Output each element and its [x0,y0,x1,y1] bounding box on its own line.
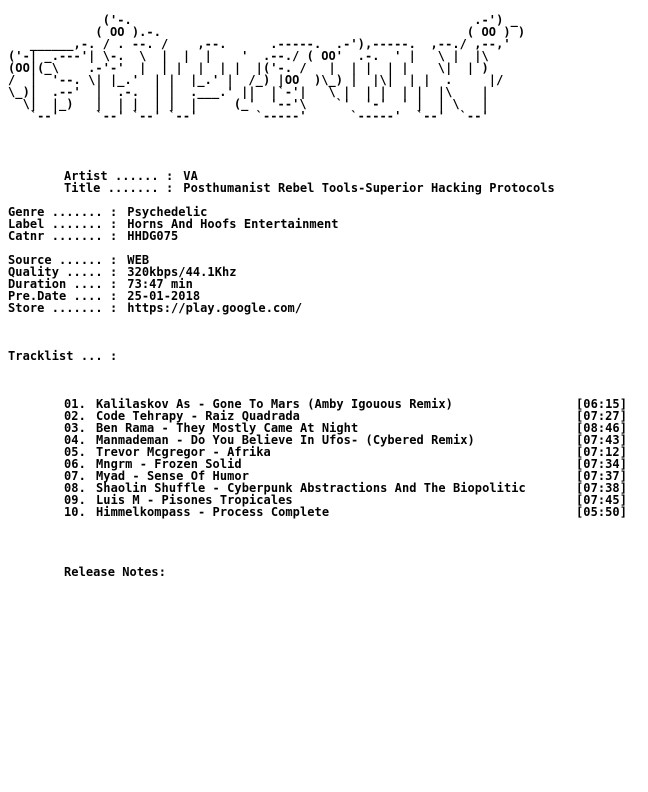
track-title: Code Tehrapy - Raiz Quadrada [96,409,300,423]
genre-label: Genre ....... : [8,205,118,219]
store-row [8,302,644,314]
track-title: Trevor Mcgregor - Afrika [96,445,271,459]
track-duration: [07:43] [576,433,627,447]
track-duration: [05:50] [576,505,627,519]
store-link[interactable]: https://play.google.com/ [127,301,303,315]
track-duration: [08:46] [576,421,627,435]
tracklist [8,398,644,518]
track-number: 06. [64,457,86,471]
artist-label: Artist ...... : [64,169,174,183]
genre-value: Psychedelic [127,205,208,219]
track-number: 09. [64,493,86,507]
track-duration: [07:12] [576,445,627,459]
source-value: WEB [127,253,150,267]
predate-value: 25-01-2018 [127,289,201,303]
track-number: 01. [64,397,86,411]
title-value: Posthumanist Rebel Tools-Superior Hacking Protocols [183,181,555,195]
source-label: Source ...... : [8,253,118,267]
artist-value: VA [183,169,198,183]
record-label-value: Horns And Hoofs Entertainment [127,217,339,231]
catnr-row [8,230,644,242]
track-number: 04. [64,433,86,447]
title-label: Title ....... : [64,181,174,195]
track-duration: [07:45] [576,493,627,507]
duration-label: Duration .... : [8,277,118,291]
catnr-value: HHDG075 [127,229,179,243]
ascii-logo: ('-. .-') _ ( OO ).-. ( OO ) ) ______,-. / . --. / ,--. .-----. .-'),-----. ,--./ ,--,' ('-| _.---'| \-. \ | | | ' .--./ ( OO' .-. ' | \ | |\ (OO|(_\ .-'-' | | | | | | |('-. / | | | | | \| | ) / | '--. \| |_.' | | |_.' | /_) |OO )\_) | |\| | | . |/ \_)| .--' | .-. | | .___.' || |`-'| \ | | | | | |\ | \| |_) | | | | | | (_' '--'\ `' '-' ' | | \ | `--' `--' `--' `--' `-----' `-----' `--' `--' [8,14,526,123]
track-title: Mngrm - Frozen Solid [96,457,242,471]
predate-label: Pre.Date .... : [8,289,118,303]
track-number: 03. [64,421,86,435]
track-duration: [06:15] [576,397,627,411]
duration-value: 73:47 min [127,277,193,291]
track-title: Manmademan - Do You Believe In Ufos- (Cybered Remix) [96,433,475,447]
track-row [8,506,644,518]
track-duration: [07:38] [576,481,627,495]
track-number: 02. [64,409,86,423]
track-title: Himmelkompass - Process Complete [96,505,330,519]
track-title: Kalilaskov As - Gone To Mars (Amby Igouous Remix) [96,397,453,411]
track-duration: [07:34] [576,457,627,471]
track-title: Ben Rama - They Mostly Came At Night [96,421,359,435]
track-number: 08. [64,481,86,495]
track-title: Luis M - Pisones Tropicales [96,493,293,507]
track-number: 05. [64,445,86,459]
track-number: 10. [64,505,86,519]
track-title: Shaolin Shuffle - Cyberpunk Abstractions And The Biopolitic [96,481,526,495]
track-title: Myad - Sense Of Humor [96,469,249,483]
quality-value: 320kbps/44.1Khz [127,265,237,279]
tracklist-heading: Tracklist ... : [8,349,118,363]
quality-label: Quality ..... : [8,265,118,279]
track-duration: [07:37] [576,469,627,483]
record-label-label: Label ....... : [8,217,118,231]
track-number: 07. [64,469,86,483]
nfo-document [8,14,644,578]
catnr-label: Catnr ....... : [8,229,118,243]
release-notes-heading: Release Notes: [64,565,166,578]
track-duration: [07:27] [576,409,627,423]
title-row [8,182,644,194]
store-label: Store ....... : [8,301,118,315]
